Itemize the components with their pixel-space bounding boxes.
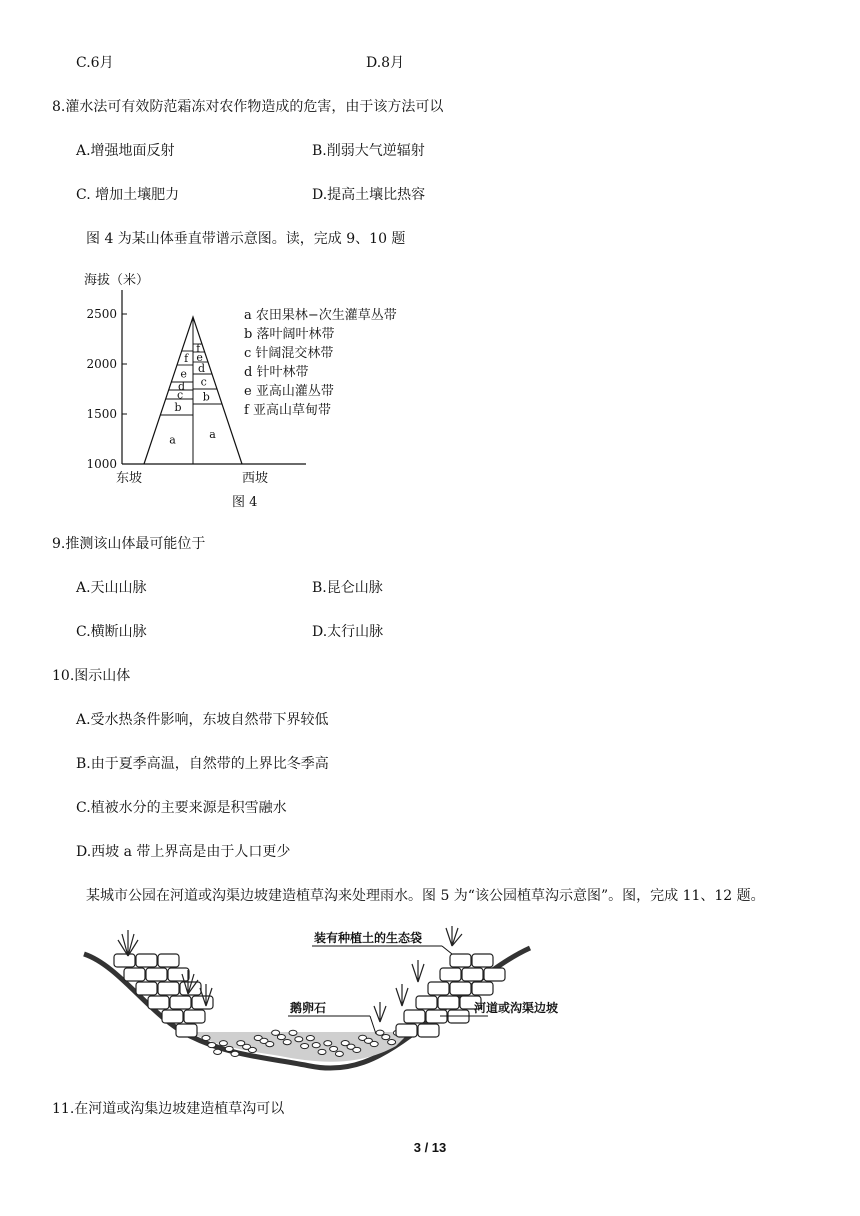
figure5-pebble [283, 1040, 291, 1045]
figure4-ytick-label: 1500 [86, 407, 117, 421]
figure5-pebble [225, 1046, 233, 1051]
figure5-pebble [266, 1041, 274, 1046]
figure5-eco-bag [136, 982, 157, 995]
figure4-ytick-label: 2000 [86, 357, 117, 371]
figure5-pebble [330, 1046, 338, 1051]
figure5-eco-bag [176, 1024, 197, 1037]
figure4-legend-item: a 农田果林−次生灌草丛带 [244, 308, 397, 323]
figure5-pebble-label: 鹅卵石 [290, 1001, 327, 1015]
figure5-eco-bag [396, 1024, 417, 1037]
q8-option-a: A.增强地面反射 [76, 143, 175, 159]
figure5-eco-bag [168, 968, 189, 981]
figure5-eco-bag [440, 968, 461, 981]
figure4-east-zone-letter: b [174, 401, 182, 414]
figure5-eco-bag [158, 982, 179, 995]
figure4-west-slope-label: 西坡 [242, 471, 269, 486]
figure4-ytick-label: 1000 [86, 457, 117, 471]
figure5-eco-bag [146, 968, 167, 981]
figure4-west-zone-letter: a [209, 428, 216, 441]
figure5-pebble [353, 1047, 361, 1052]
figure5-eco-bag [114, 954, 135, 967]
figure5-eco-bag [404, 1010, 425, 1023]
figure5-eco-bag [450, 954, 471, 967]
q8-option-d: D.提高土壤比热容 [312, 187, 426, 203]
figure4-east-zone-letter: c [176, 388, 184, 402]
figure4-legend-item: d 针叶林带 [244, 365, 309, 380]
q8-option-c: C. 增加土壤肥力 [76, 187, 180, 203]
page-number: 3 / 13 [413, 1140, 447, 1155]
figure4-legend-item: b 落叶阔叶林带 [244, 327, 335, 342]
figure4-west-zone-letter: f [196, 342, 201, 355]
figure4-east-zone-letter: e [180, 367, 187, 381]
q9-option-c: C.横断山脉 [76, 624, 147, 640]
figure5-eco-bag [438, 996, 459, 1009]
figure5-eco-bag [428, 982, 449, 995]
figure5-pebble [219, 1041, 227, 1046]
q8-stem: 8.灌水法可有效防范霜冻对农作物造成的危害，由于该方法可以 [52, 99, 444, 115]
figure5-eco-bag [462, 968, 483, 981]
q9-option-a: A.天山山脉 [76, 580, 147, 596]
figure5-eco-bag [124, 968, 145, 981]
figure4-ylabel: 海拔（米） [84, 273, 150, 288]
figure5-pebble [306, 1036, 314, 1041]
figure4-west-zone-letter: c [200, 375, 207, 389]
figure5-slope-label: 河道或沟渠边坡 [474, 1001, 559, 1015]
figure5-eco-bag [192, 996, 213, 1009]
figure5-eco-bag [184, 1010, 205, 1023]
figure5-pebble [208, 1042, 216, 1047]
figure4-caption: 图 4 [232, 495, 258, 510]
figure5-eco-bag [158, 954, 179, 967]
q10-option-b: B.由于夏季高温，自然带的上界比冬季高 [76, 756, 329, 772]
figure5-grass-swale-diagram [80, 926, 590, 1086]
q10-option-c: C.植被水分的主要来源是积雪融水 [76, 800, 287, 816]
figure4-legend-item: f 亚高山草甸带 [244, 403, 331, 418]
figure4-legend-item: c 针阔混交林带 [244, 346, 334, 361]
figure4-ytick-label: 2500 [86, 307, 117, 321]
figure5-intro: 某城市公园在河道或沟渠边坡建造植草沟来处理雨水。图 5 为“该公园植草沟示意图”。图，完成 11、12 题。 [86, 888, 765, 904]
q9-option-b: B.昆仑山脉 [312, 580, 383, 596]
q9-stem: 9.推测该山体最可能位于 [52, 536, 206, 552]
figure4-legend-item: e 亚高山灌丛带 [244, 384, 334, 399]
figure4-east-zone-letter: d [177, 380, 186, 393]
figure5-eco-bag [416, 996, 437, 1009]
figure5-eco-bags-left [114, 954, 213, 1037]
figure5-eco-bag [418, 1024, 439, 1037]
q7-option-c: C.6月 [76, 55, 114, 71]
figure4-west-zone-letter: d [197, 362, 206, 375]
figure5-pebble [312, 1043, 320, 1048]
figure5-eco-bag [484, 968, 505, 981]
figure4-east-zone-letter: a [169, 433, 176, 447]
figure4-intro: 图 4 为某山体垂直带谱示意图。读，完成 9、10 题 [86, 231, 406, 247]
figure5-pebble [277, 1034, 285, 1039]
figure5-pebble [295, 1037, 303, 1042]
figure5-eco-bag [148, 996, 169, 1009]
figure5-pebble [301, 1043, 309, 1048]
figure5-pebble [231, 1051, 239, 1056]
figure4-east-slope-label: 东坡 [116, 471, 143, 486]
figure5-pebble [248, 1047, 256, 1052]
figure4-east-zone-letter: f [184, 352, 189, 365]
q11-stem: 11.在河道或沟集边坡建造植草沟可以 [52, 1101, 285, 1117]
figure4-vertical-zones-diagram [70, 268, 430, 518]
figure5-pebble [202, 1035, 210, 1040]
figure5-bag-label: 装有种植土的生态袋 [314, 931, 423, 945]
figure5-pebble [370, 1041, 378, 1046]
figure5-pebble [318, 1049, 326, 1054]
figure5-pebble [214, 1049, 222, 1054]
q10-option-a: A.受水热条件影响，东坡自然带下界较低 [76, 712, 329, 728]
figure5-pebble [289, 1030, 297, 1035]
q9-option-d: D.太行山脉 [312, 624, 384, 640]
figure5-pebble [382, 1034, 390, 1039]
q10-stem: 10.图示山体 [52, 668, 131, 684]
figure4-west-zone-letter: e [196, 351, 203, 364]
figure5-eco-bag [136, 954, 157, 967]
figure5-eco-bag [450, 982, 471, 995]
q10-option-d: D.西坡 a 带上界高是由于人口更少 [76, 844, 291, 860]
figure5-eco-bag [472, 982, 493, 995]
figure5-eco-bag [162, 1010, 183, 1023]
figure4-west-zone-letter: b [202, 390, 210, 404]
figure5-pebble [335, 1051, 343, 1056]
figure5-pebble [324, 1041, 332, 1046]
figure5-eco-bag [472, 954, 493, 967]
figure5-pebble [388, 1040, 396, 1045]
q8-option-b: B.削弱大气逆辐射 [312, 143, 425, 159]
q7-option-d: D.8月 [366, 55, 405, 71]
figure5-eco-bag [170, 996, 191, 1009]
